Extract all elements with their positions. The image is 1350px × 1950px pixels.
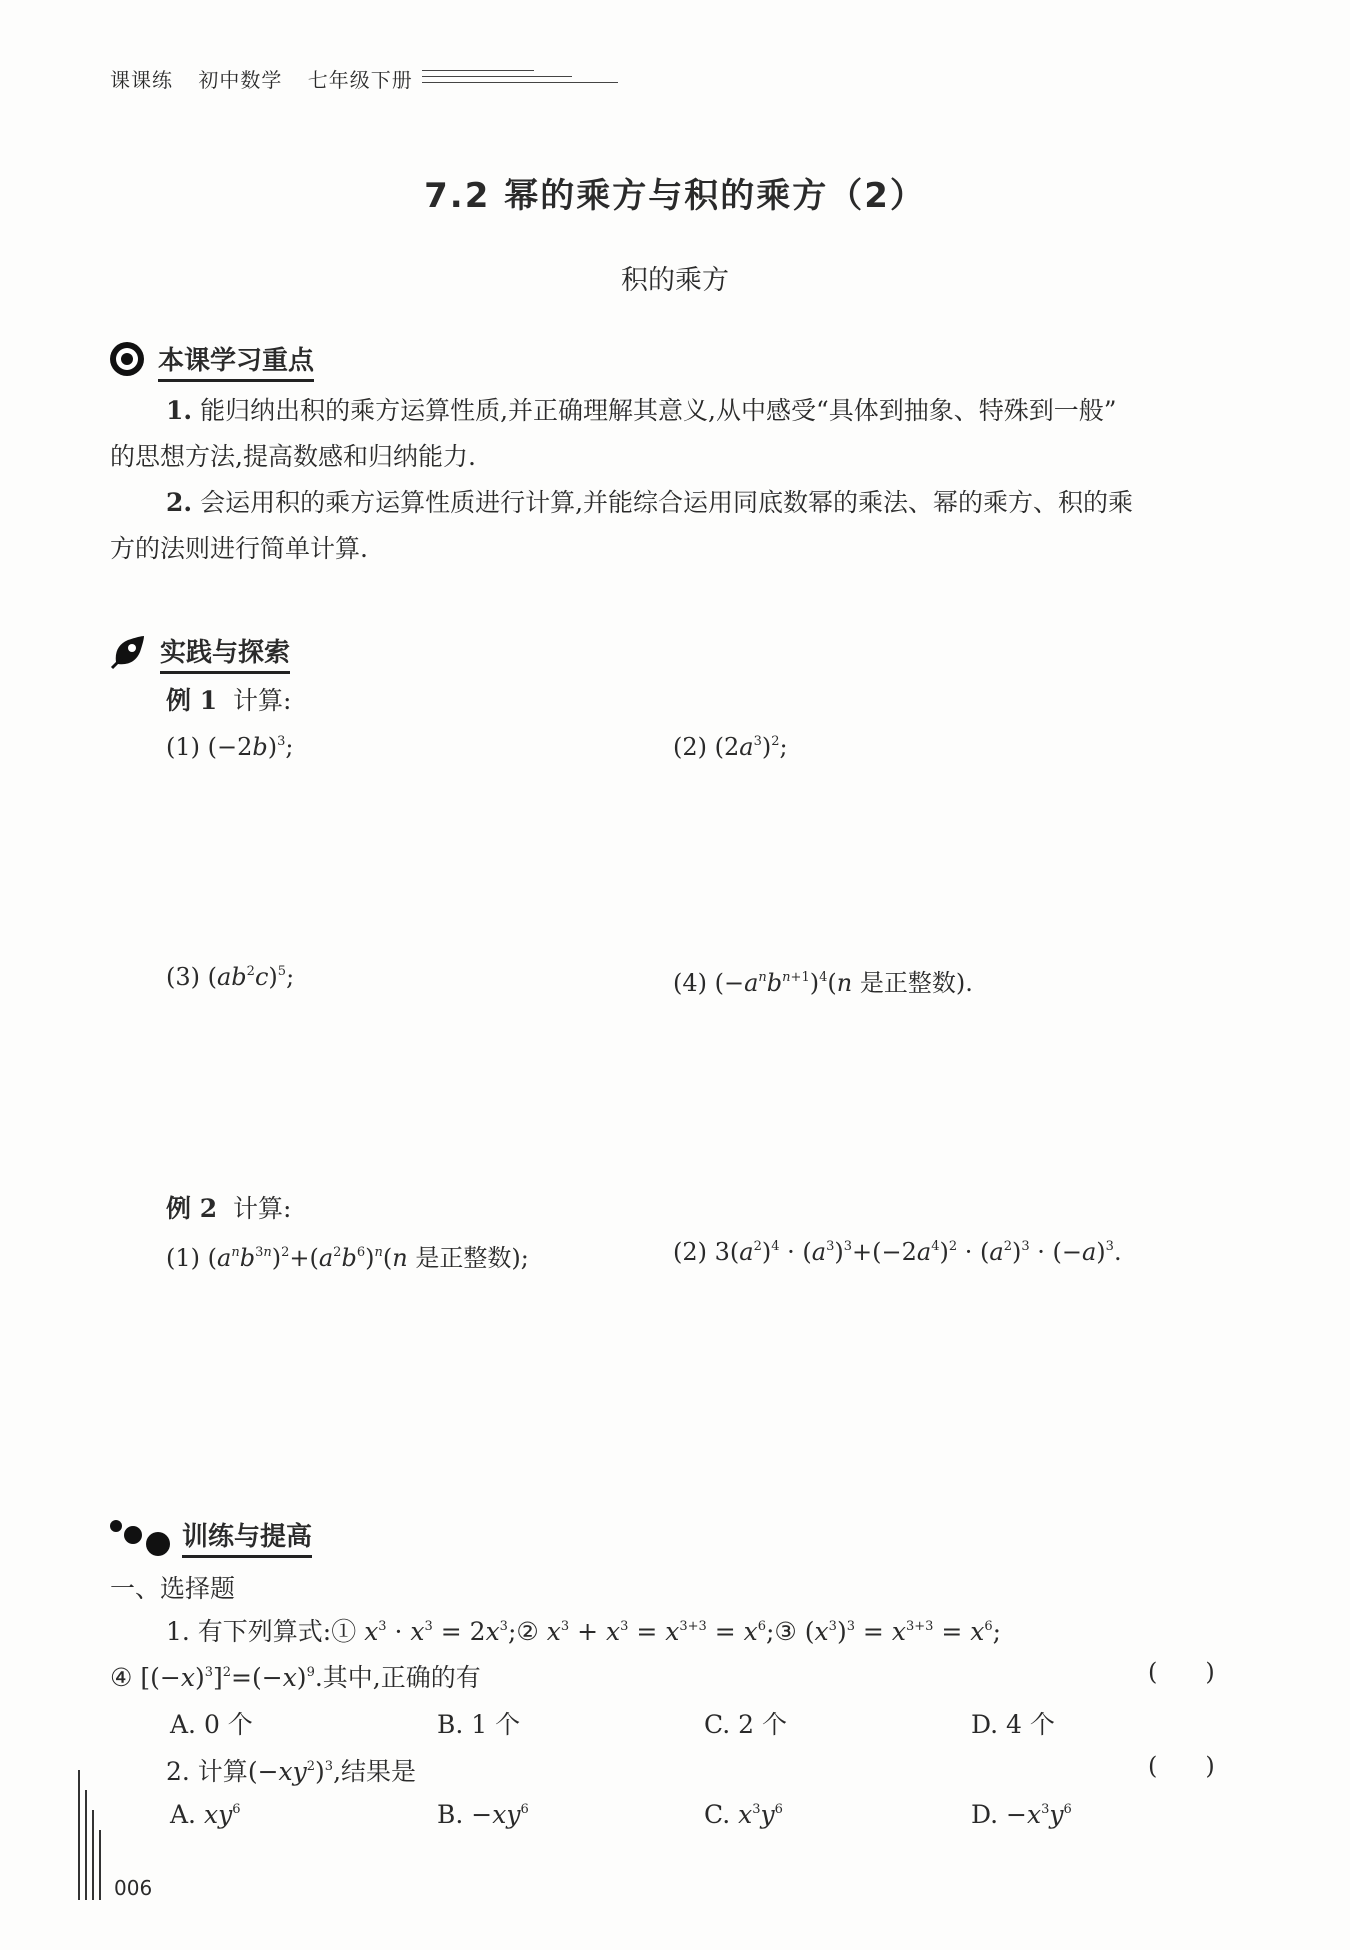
focus-point-1-line-1: [166, 388, 1117, 434]
focus-point-2-line-1: [166, 480, 1133, 526]
section-multiple-choice: 一、选择题: [110, 1574, 236, 1603]
grade-volume: 七年级下册: [307, 68, 413, 92]
example-2-item-1: (1) $(a^nb^{3n})^2+(a^2b^6)^n(n$ 是正整数);: [166, 1244, 529, 1272]
option-d[interactable]: D. 4 个: [971, 1710, 1055, 1739]
header-rule: [422, 70, 534, 71]
focus-heading: 本课学习重点: [158, 340, 314, 382]
focus-point-2-number: 2.: [166, 488, 193, 517]
example-2-item-2: (2) $3(a^2)^4 \cdot (a^3)^3+(-2a^4)^2 \cdot (a^2)^3 \cdot (-a)^3$.: [673, 1238, 1122, 1266]
question-1-tail: .其中,正确的有: [314, 1663, 481, 1692]
lesson-subtitle: 积的乘方: [621, 265, 729, 296]
example-1-label: 例 1: [166, 686, 218, 715]
option-label: C.: [704, 1800, 731, 1829]
option-label: A.: [170, 1800, 197, 1829]
practice-heading: 实践与探索: [160, 632, 290, 674]
page-number: 006: [114, 1876, 153, 1900]
option-c[interactable]: C. $x^3y^6$: [704, 1800, 783, 1829]
dots-icon: [110, 1516, 174, 1556]
option-a[interactable]: A. $xy^6$: [170, 1800, 241, 1829]
example-2-label: 例 2: [166, 1194, 218, 1223]
book-name: 课课练: [110, 68, 173, 92]
example-1-item-3: (3) $(ab^2c)^5$;: [166, 963, 295, 991]
example-1-item-1: (1) $(-2b)^3$;: [166, 733, 294, 761]
target-icon: [110, 342, 144, 376]
focus-point-1-line-2: 的思想方法,提高数感和归纳能力.: [110, 442, 476, 471]
question-1-line-2: ④ $[(-x)^3]^2=(-x)^9$.其中,正确的有: [110, 1663, 481, 1692]
answer-blank-2[interactable]: ( ): [1148, 1752, 1215, 1780]
example-2-task: 计算:: [233, 1194, 292, 1223]
focus-point-1-number: 1.: [166, 396, 193, 425]
question-1-line-1: 1. 有下列算式:① $x^3 \cdot x^3$ = $2x^3;②$ $x^3 + x^3 = x^{3+3}$ = $x^6;③$ $(x^3)^3 = x^{3+3} = x^6$;: [166, 1617, 1002, 1646]
option-b[interactable]: B. 1 个: [437, 1710, 521, 1739]
positive-integer-note: 是正整数).: [859, 969, 973, 997]
example-2-heading: [166, 1186, 291, 1232]
rocket-icon: [110, 632, 148, 670]
option-label: B.: [437, 1800, 464, 1829]
positive-integer-note: 是正整数);: [415, 1244, 529, 1272]
focus-point-1-text: 能归纳出积的乘方运算性质,并正确理解其意义,从中感受“具体到抽象、特殊到一般”: [200, 396, 1117, 425]
option-d[interactable]: D. $-x^3y^6$: [971, 1800, 1072, 1829]
subject-level: 初中数学: [198, 68, 283, 92]
example-1-item-2: (2) $(2a^3)^2$;: [673, 733, 788, 761]
option-a[interactable]: A. 0 个: [170, 1710, 253, 1739]
focus-point-2-line-2: 方的法则进行简单计算.: [110, 534, 368, 563]
example-1-item-4: (4) $(-a^nb^{n+1})^4(n$ 是正整数).: [673, 969, 973, 997]
header-rule: [422, 82, 618, 83]
answer-blank-1[interactable]: ( ): [1148, 1658, 1215, 1686]
running-header: [110, 64, 431, 93]
question-2-intro: 2. 计算: [166, 1757, 248, 1786]
option-c[interactable]: C. 2 个: [704, 1710, 787, 1739]
question-1-intro: 1. 有下列算式:: [166, 1617, 332, 1646]
header-rule: [422, 76, 572, 77]
question-2-tail: ,结果是: [333, 1757, 417, 1786]
training-heading: 训练与提高: [182, 1516, 312, 1558]
focus-point-2-text: 会运用积的乘方运算性质进行计算,并能综合运用同底数幂的乘法、幂的乘方、积的乘: [200, 488, 1134, 517]
margin-decoration: [78, 1770, 108, 1900]
option-b[interactable]: B. $-xy^6$: [437, 1800, 529, 1829]
example-1-task: 计算:: [233, 686, 292, 715]
question-2: 2. 计算$(-xy^2)^3$,结果是: [166, 1757, 417, 1786]
option-label: D.: [971, 1800, 999, 1829]
example-1-heading: [166, 678, 291, 724]
lesson-title: 7.2 幂的乘方与积的乘方（2）: [424, 176, 926, 216]
